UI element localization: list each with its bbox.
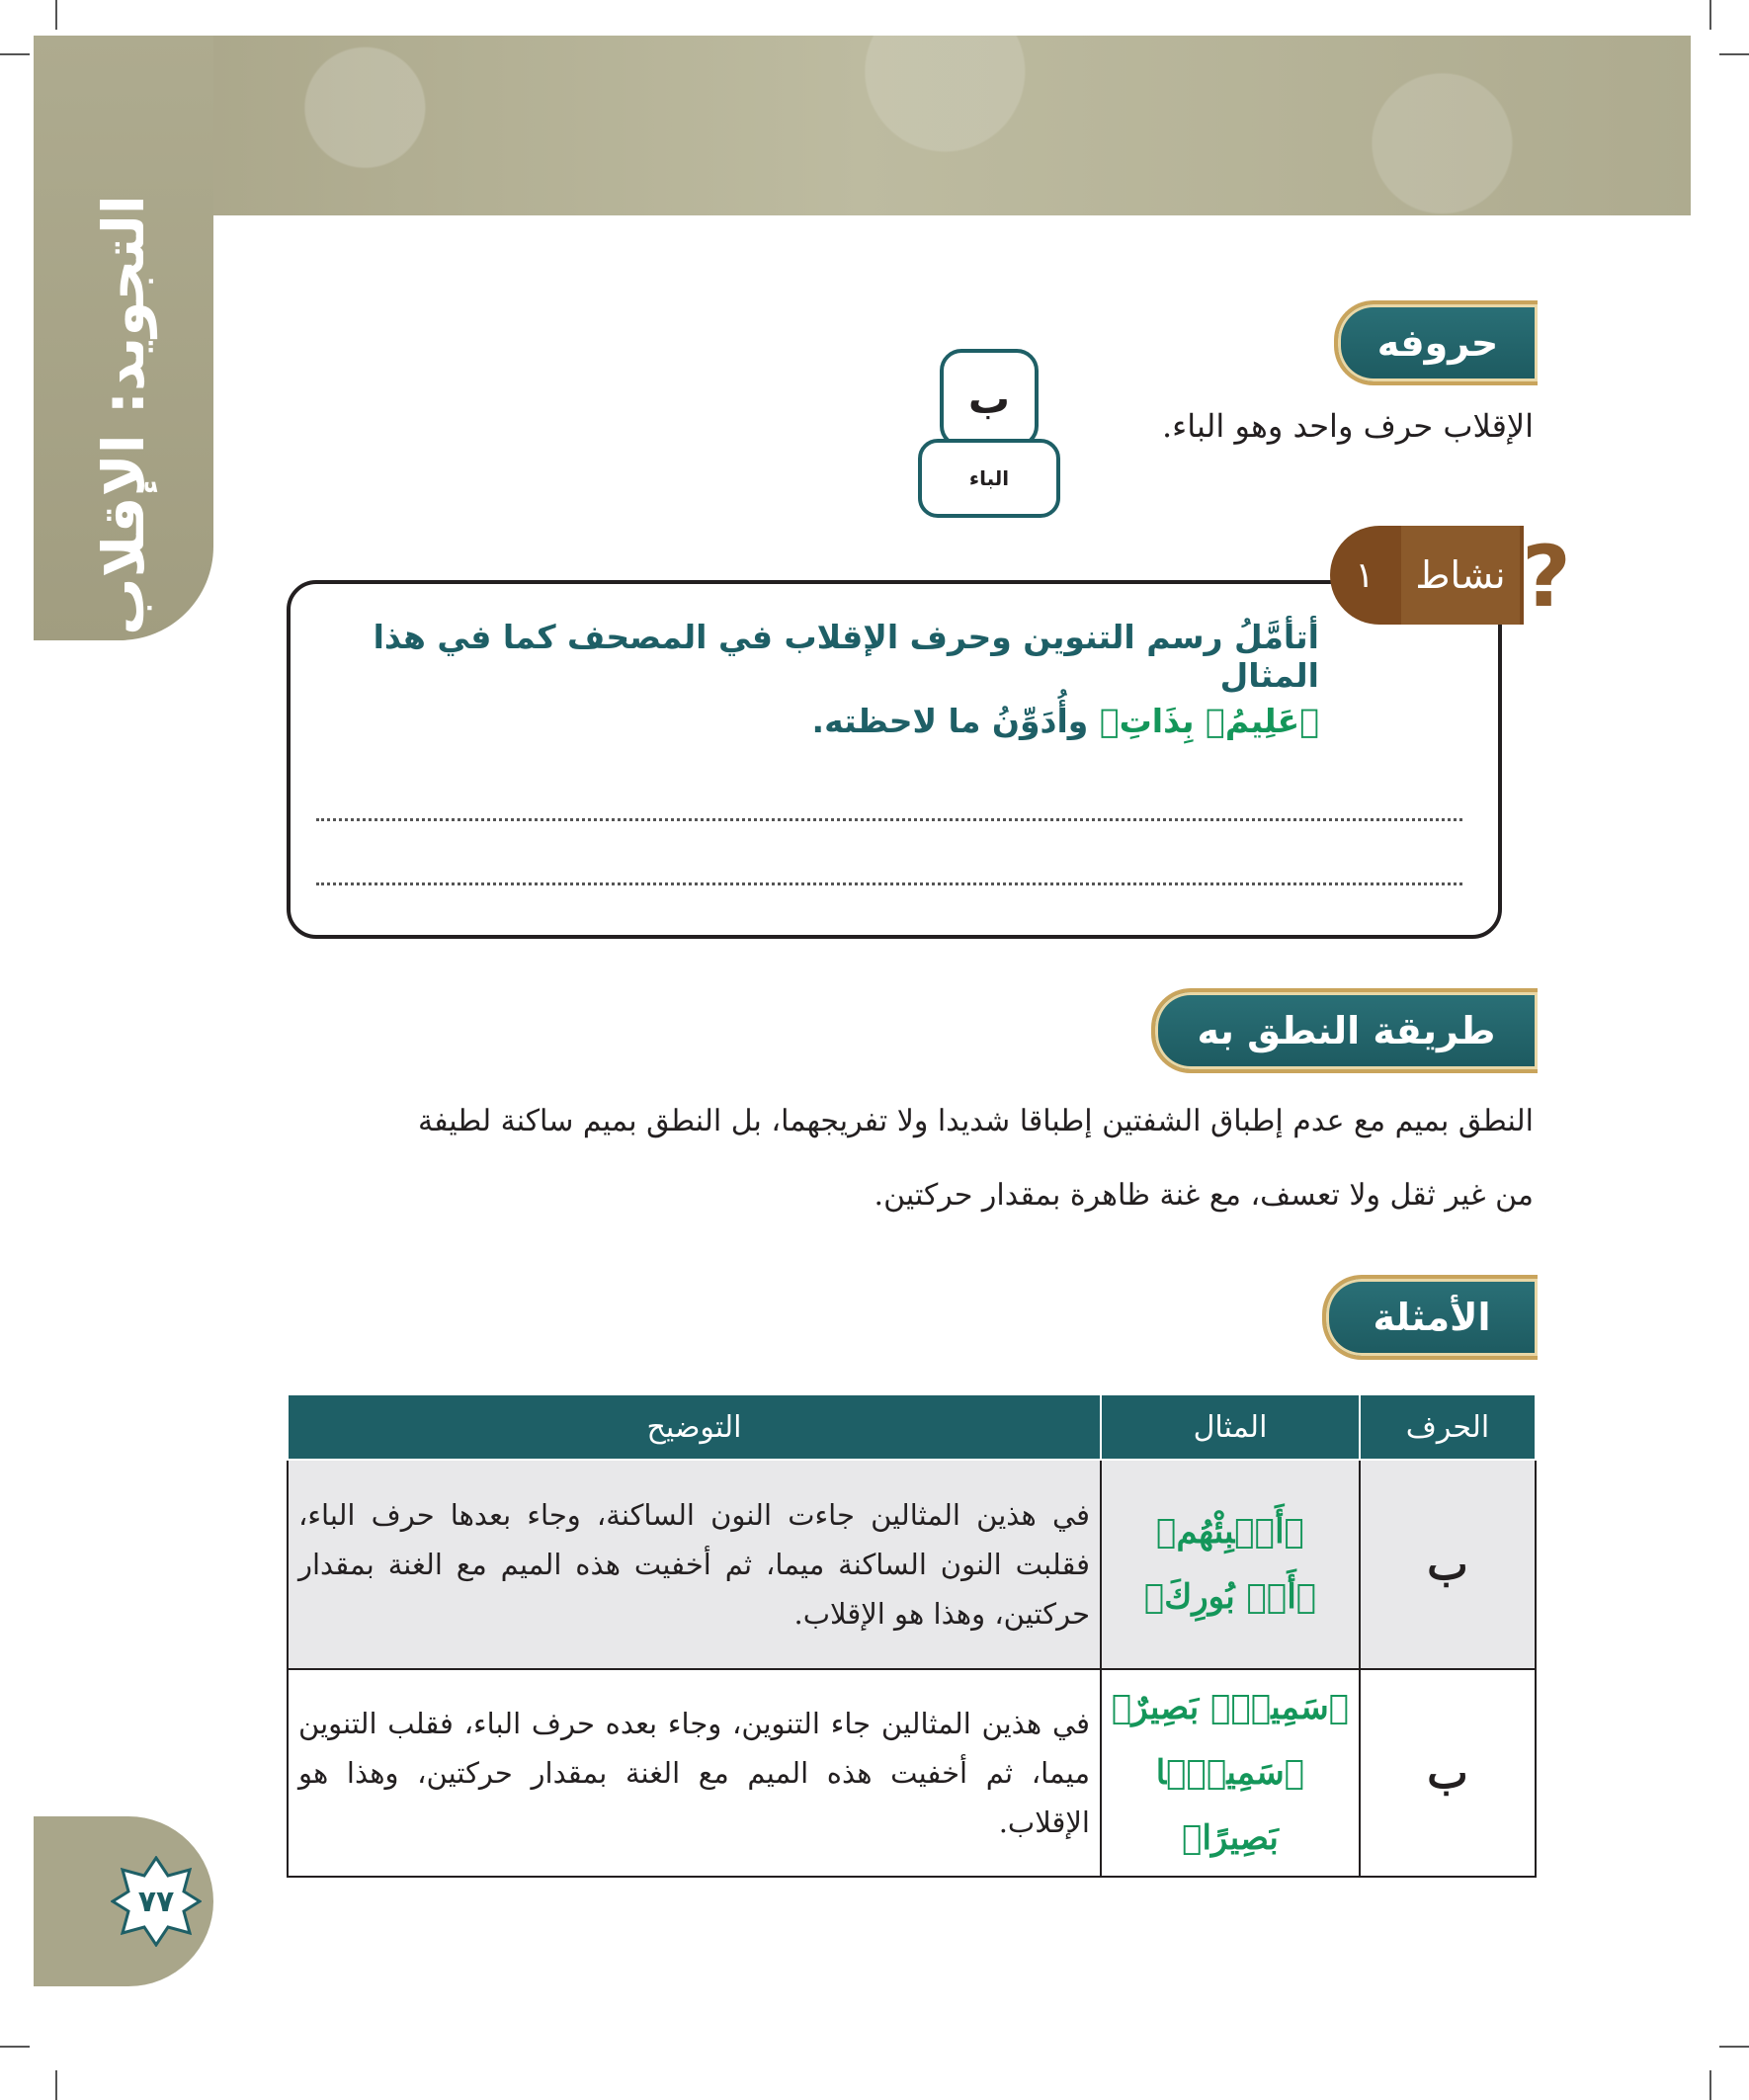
crop-mark bbox=[0, 2046, 30, 2048]
row-explanation: في هذين المثالين جاء التنوين، وجاء بعده حرف الباء، فقلب التنوين ميما، ثم أخفيت هذه الميم مع الغنة بمقدار حركتين، وهذا هو الإقلاب. bbox=[288, 1669, 1101, 1877]
activity-tab bbox=[1330, 526, 1524, 625]
question-mark-icon: ? bbox=[1522, 528, 1571, 627]
row-examples bbox=[1101, 1669, 1360, 1877]
section-heading-examples: الأمثلة bbox=[1322, 1275, 1538, 1360]
examples-table bbox=[287, 1393, 1537, 1878]
crop-mark bbox=[1719, 53, 1749, 55]
pronunciation-line-2: من غير ثقل ولا تعسف، مع غنة ظاهرة بمقدار حركتين. bbox=[874, 1178, 1534, 1213]
row-examples bbox=[1101, 1460, 1360, 1669]
chapter-title-vertical bbox=[49, 195, 198, 635]
crop-mark bbox=[1719, 2046, 1749, 2048]
activity-instruction: وأُدَوِّنُ ما لاحظته. bbox=[811, 702, 1089, 740]
section-heading-letters: حروفه bbox=[1334, 300, 1538, 385]
page-number: ٧٧ bbox=[137, 1884, 175, 1919]
example-verse: ﴿أَنۢبِئْهُم﴾ bbox=[1156, 1512, 1304, 1552]
activity-number: ١ bbox=[1355, 554, 1374, 596]
answer-line-2[interactable] bbox=[316, 882, 1462, 885]
top-banner bbox=[34, 36, 1691, 215]
example-verse: ﴿أَنۢ بُورِكَ﴾ bbox=[1143, 1577, 1317, 1617]
table-row bbox=[288, 1460, 1536, 1669]
crop-mark bbox=[0, 53, 30, 55]
row-letter: ب bbox=[1360, 1460, 1536, 1669]
column-header-example: المثال bbox=[1101, 1394, 1360, 1460]
table-row bbox=[288, 1669, 1536, 1877]
activity-line-2 bbox=[593, 702, 1319, 740]
activity-verse: ﴿عَلِيمُۢ بِذَاتِ﴾ bbox=[1099, 702, 1319, 740]
example-verse: ﴿سَمِيعُۢ بَصِيرٌ﴾ bbox=[1111, 1688, 1350, 1727]
chapter-title: التجويد: الإقلاب bbox=[90, 195, 158, 635]
letter-box: ب bbox=[940, 349, 1039, 448]
section-heading-pronunciation: طريقة النطق به bbox=[1151, 988, 1538, 1073]
column-header-letter: الحرف bbox=[1360, 1394, 1536, 1460]
pronunciation-line-1: النطق بميم مع عدم إطباق الشفتين إطباقا شديدا ولا تفريجهما، بل النطق بميم ساكنة لطيفة bbox=[418, 1104, 1534, 1138]
letters-text: الإقلاب حرف واحد وهو الباء. bbox=[1162, 407, 1534, 445]
letter-name-box: الباء bbox=[918, 439, 1060, 518]
answer-line-1[interactable] bbox=[316, 818, 1462, 821]
row-letter: ب bbox=[1360, 1669, 1536, 1877]
crop-mark bbox=[1709, 0, 1711, 30]
table-header-row bbox=[288, 1394, 1536, 1460]
activity-line-1: أتأمَّلُ رسم التنوين وحرف الإقلاب في المصحف كما في هذا المثال bbox=[373, 618, 1319, 695]
column-header-explanation: التوضيح bbox=[288, 1394, 1101, 1460]
crop-mark bbox=[55, 2070, 57, 2100]
activity-label: نشاط bbox=[1401, 526, 1520, 625]
row-explanation: في هذين المثالين جاءت النون الساكنة، وجاء بعدها حرف الباء، فقلبت النون الساكنة ميما، ثم أخفيت هذه الميم مع الغنة بمقدار حركتين، وهذا هو الإقلاب. bbox=[288, 1460, 1101, 1669]
crop-mark bbox=[1709, 2070, 1711, 2100]
example-verse: ﴿سَمِيعًۢا بَصِيرًا﴾ bbox=[1155, 1753, 1305, 1858]
crop-mark bbox=[55, 0, 57, 30]
